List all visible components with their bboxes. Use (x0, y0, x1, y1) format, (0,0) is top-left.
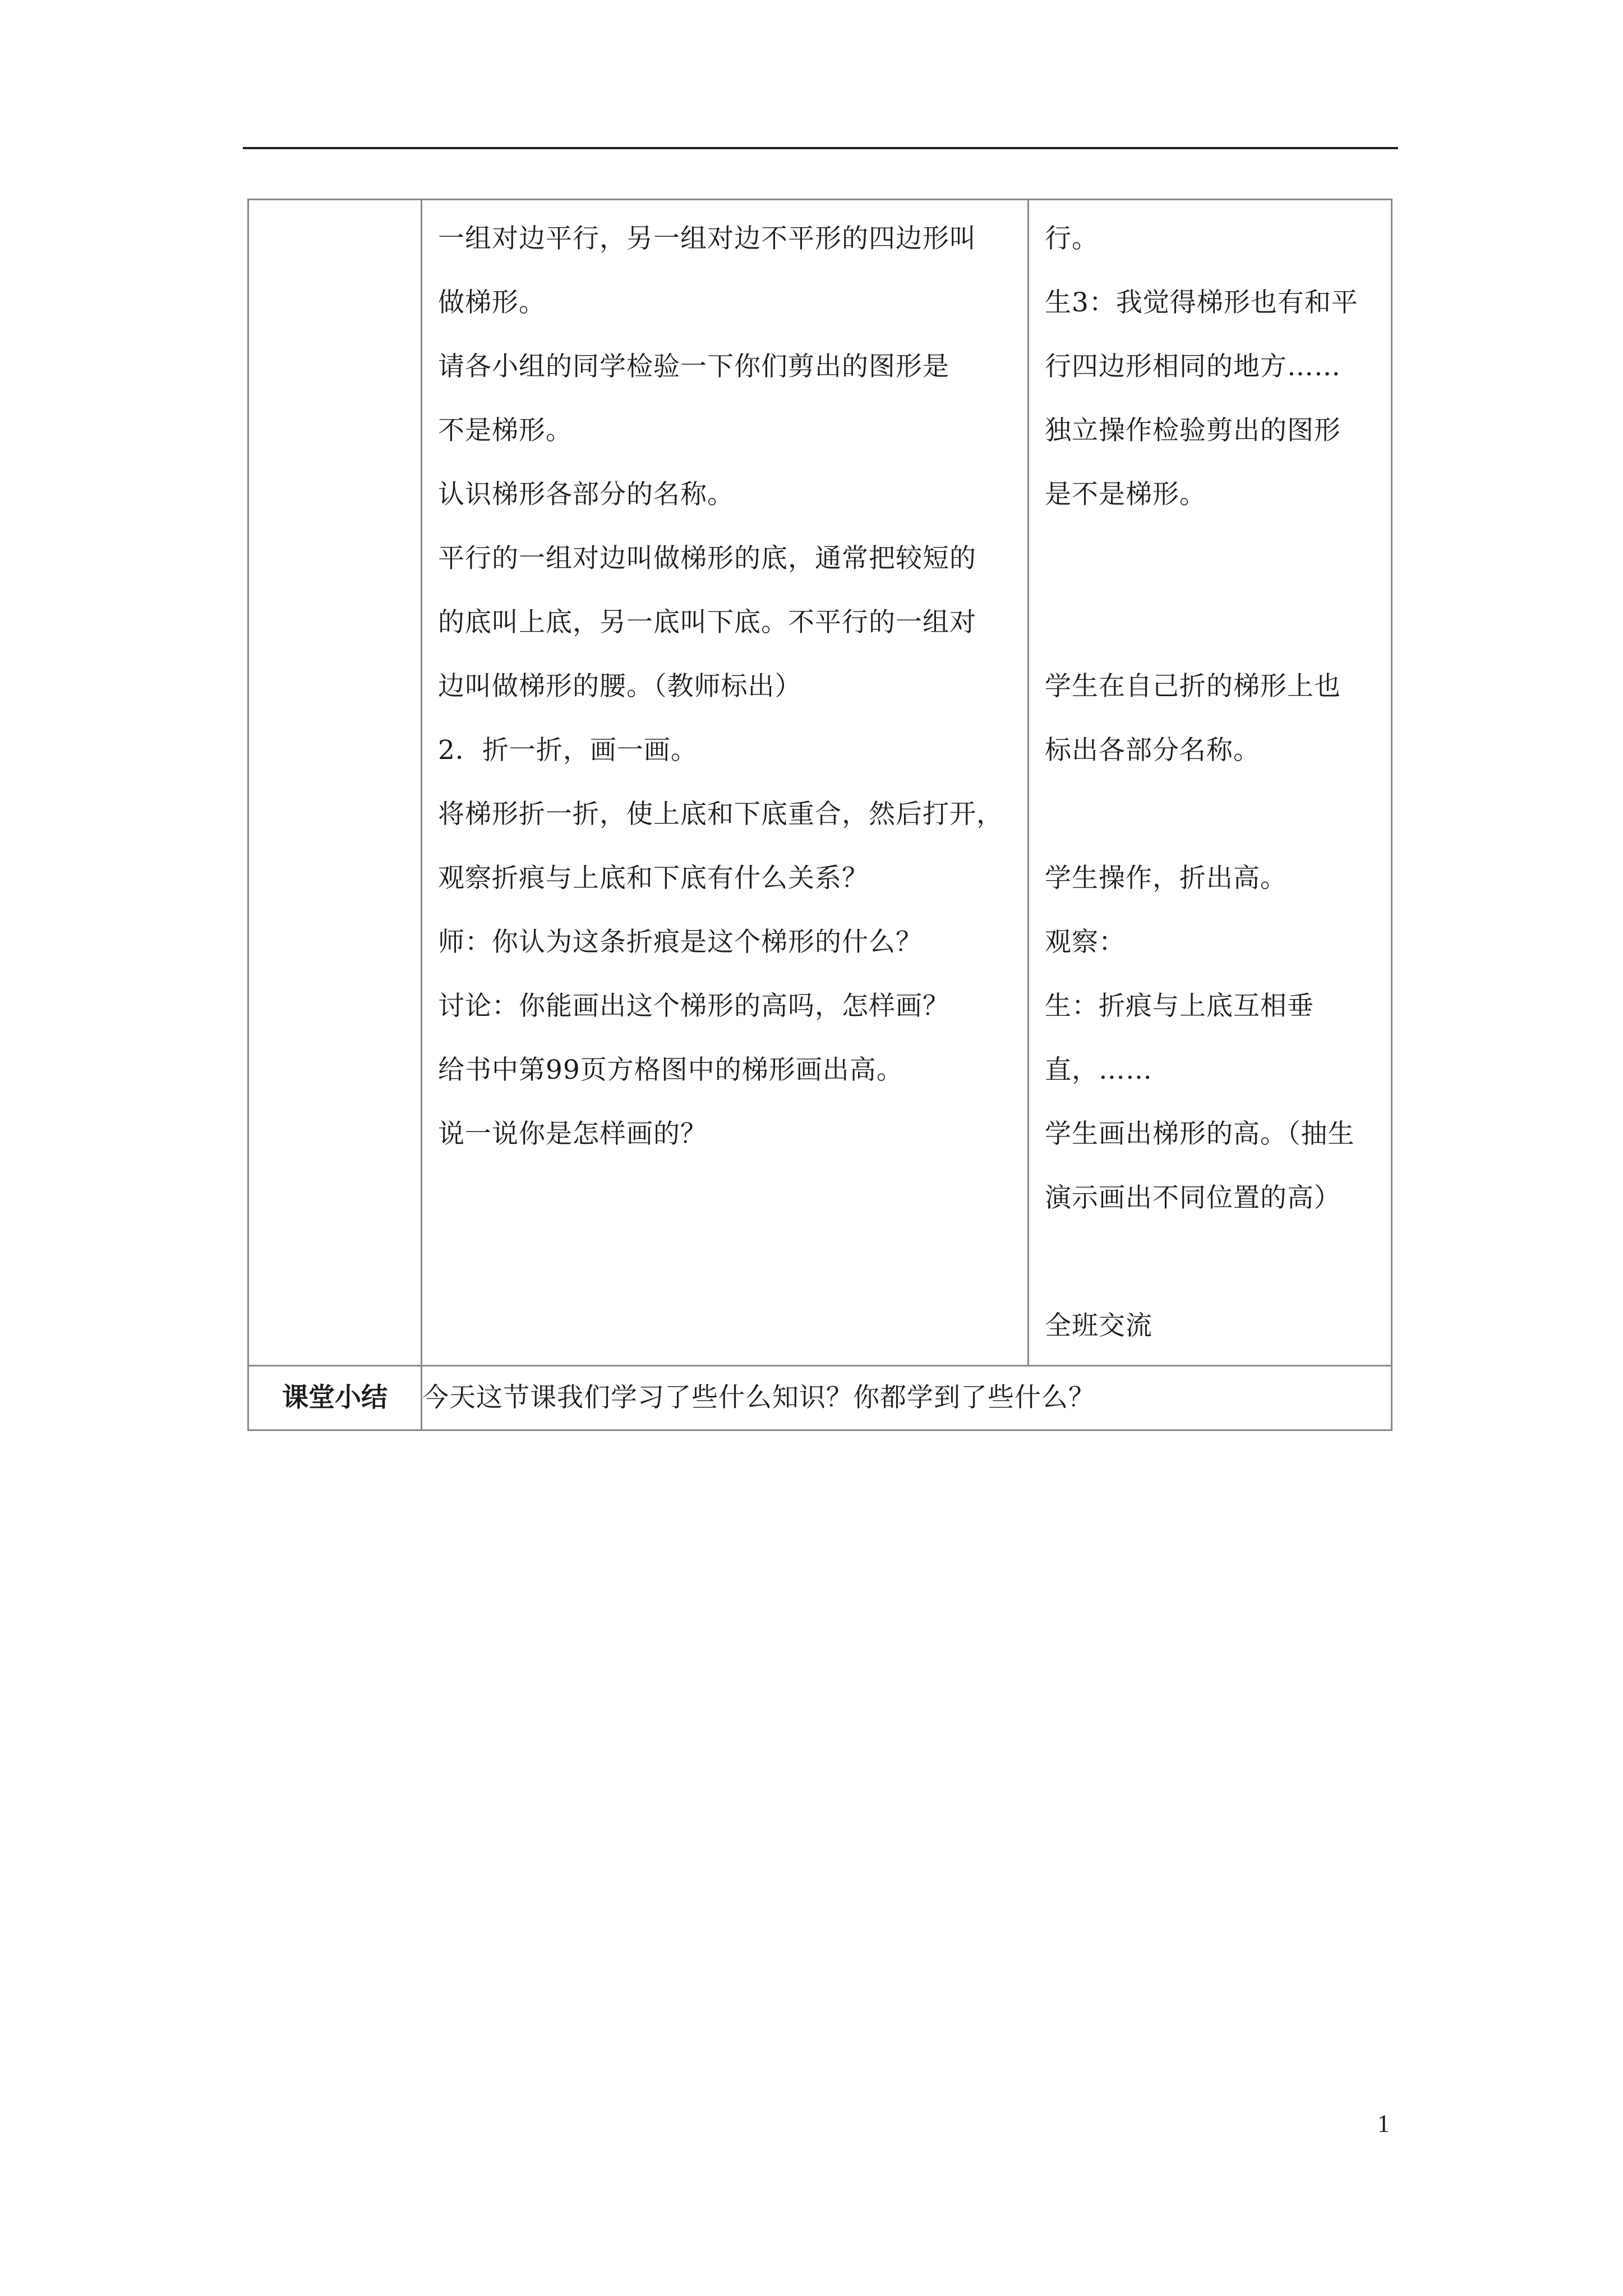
text-line: 的底叫上底，另一底叫下底。不平行的一组对 (438, 607, 976, 638)
text-line: 演示画出不同位置的高） (1045, 1182, 1341, 1213)
table-row (248, 200, 1392, 1366)
teacher-activity-cell (422, 200, 1029, 1366)
text-line: 做梯形。 (438, 287, 546, 318)
lesson-plan-table (247, 199, 1393, 1431)
text-line: 直，…… (1045, 1055, 1152, 1085)
text-line (1045, 1230, 1375, 1294)
text-line: 是不是梯形。 (1045, 479, 1206, 510)
page-number: 1 (1377, 2110, 1390, 2137)
text-line: 行。 (1045, 223, 1099, 254)
student-activity-cell (1029, 200, 1392, 1366)
text-line (1045, 783, 1375, 846)
text-line (1045, 591, 1375, 655)
text-line: 平行的一组对边叫做梯形的底，通常把较短的 (438, 543, 976, 574)
text-line: 生：折痕与上底互相垂 (1045, 991, 1314, 1022)
text-line: 学生操作，折出高。 (1045, 863, 1287, 894)
header-rule (243, 147, 1398, 149)
text-line: 不是梯形。 (438, 415, 573, 446)
text-line: 行四边形相同的地方…… (1045, 351, 1341, 382)
text-line: 边叫做梯形的腰。（教师标出） (438, 671, 802, 702)
text-line: 师：你认为这条折痕是这个梯形的什么？ (438, 927, 923, 958)
text-line: 学生画出梯形的高。（抽生 (1045, 1119, 1355, 1149)
text-line (1045, 527, 1375, 591)
text-line: 标出各部分名称。 (1045, 735, 1260, 766)
teacher-activity-text (422, 200, 1027, 1173)
text-line: 学生在自己折的梯形上也 (1045, 671, 1341, 702)
text-line: 观察折痕与上底和下底有什么关系？ (438, 863, 869, 894)
text-line: 认识梯形各部分的名称。 (438, 479, 734, 510)
text-line: 观察： (1045, 927, 1126, 958)
text-line: 生3：我觉得梯形也有和平 (1045, 287, 1358, 318)
table-row (248, 1366, 1392, 1430)
student-activity-text (1029, 200, 1391, 1365)
text-line: 请各小组的同学检验一下你们剪出的图形是 (438, 351, 949, 382)
summary-text: 今天这节课我们学习了些什么知识？你都学到了些什么？ (422, 1366, 1392, 1430)
summary-label: 课堂小结 (248, 1366, 422, 1430)
text-line: 讨论：你能画出这个梯形的高吗，怎样画？ (438, 991, 949, 1022)
text-line: 将梯形折一折，使上底和下底重合，然后打开， (438, 799, 1003, 830)
text-line: 全班交流 (1045, 1310, 1152, 1341)
text-line: 说一说你是怎样画的？ (438, 1119, 707, 1149)
text-line: 2．折一折，画一画。 (438, 735, 698, 766)
stage-label-cell (248, 200, 422, 1366)
text-line: 独立操作检验剪出的图形 (1045, 415, 1341, 446)
text-line: 给书中第99页方格图中的梯形画出高。 (438, 1055, 903, 1085)
text-line: 一组对边平行，另一组对边不平形的四边形叫 (438, 223, 976, 254)
